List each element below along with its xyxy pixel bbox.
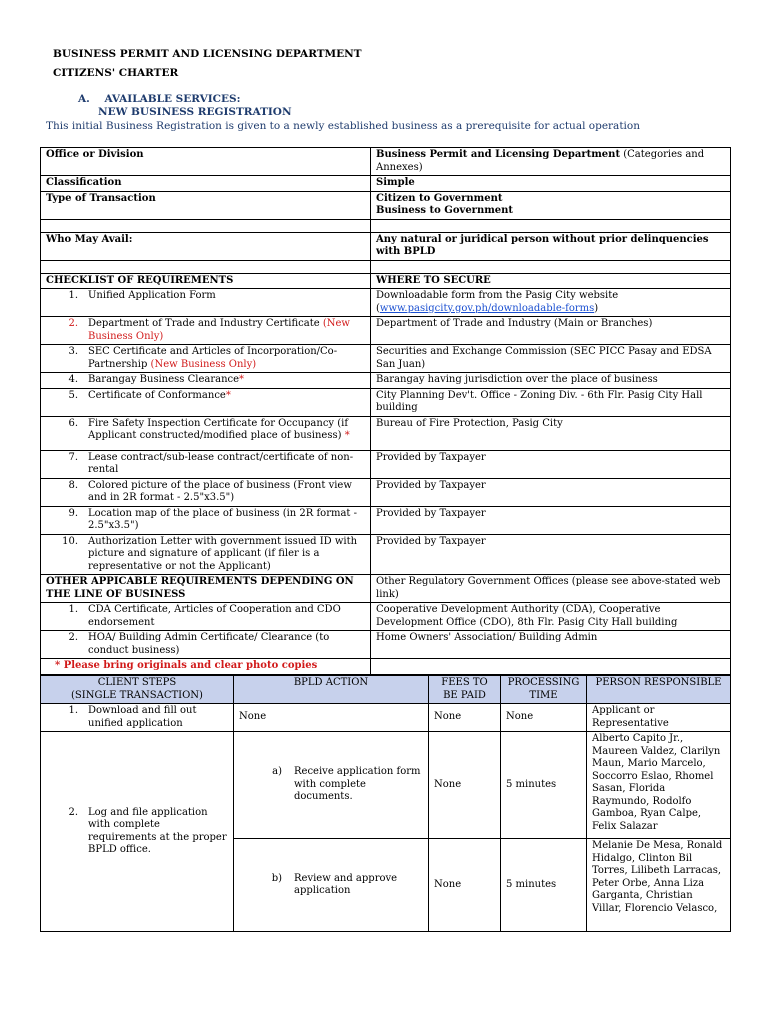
table-row bbox=[41, 148, 731, 176]
requirement-text: Certificate of Conformance* bbox=[88, 389, 231, 401]
client-steps-table bbox=[40, 675, 731, 932]
table-row: 1. CDA Certificate, Articles of Cooperation and CDO endorsement Cooperative Development Authority (CDA), Cooperative Development Office (CDO), 8th Flr. Pasig City Hall building bbox=[41, 603, 731, 631]
where-text: Provided by Taxpayer bbox=[371, 450, 731, 478]
where-text: Bureau of Fire Protection, Pasig City bbox=[371, 416, 731, 450]
step-fees: None bbox=[429, 704, 501, 732]
where-text: Home Owners' Association/ Building Admin bbox=[371, 631, 731, 659]
where-text: Barangay having jurisdiction over the place of business bbox=[371, 373, 731, 389]
classification-label: Classification bbox=[41, 176, 371, 192]
table-row: 8. Colored picture of the place of business (Front view and in 2R format - 2.5"x3.5") Provided by Taxpayer bbox=[41, 478, 731, 506]
downloadable-forms-link[interactable]: www.pasigcity.gov.ph/downloadable-forms bbox=[379, 302, 595, 314]
table-row bbox=[41, 232, 731, 260]
bpld-action-header: BPLD ACTION bbox=[234, 676, 429, 704]
table-row-empty bbox=[41, 260, 731, 273]
step-fees: None bbox=[429, 732, 501, 839]
step-text: Log and file application with complete requirements at the proper BPLD office. bbox=[88, 806, 227, 855]
footnote-text: * Please bring originals and clear photo copies bbox=[41, 659, 371, 675]
requirement-text: Location map of the place of business (in 2R format - 2.5"x3.5") bbox=[88, 507, 358, 531]
table-row: 2. HOA/ Building Admin Certificate/ Clearance (to conduct business) Home Owners' Association/ Building Admin bbox=[41, 631, 731, 659]
table-row: 2. Department of Trade and Industry Certificate (New Business Only) Department of Trade and Industry (Main or Branches) bbox=[41, 317, 731, 345]
requirement-text: SEC Certificate and Articles of Incorporation/Co-Partnership (New Business Only) bbox=[88, 346, 338, 370]
other-requirements-heading: OTHER APPICABLE REQUIREMENTS DEPENDING ON THE LINE OF BUSINESS bbox=[41, 575, 371, 603]
table-row: 9. Location map of the place of business (in 2R format - 2.5"x3.5") Provided by Taxpayer bbox=[41, 506, 731, 534]
where-text: Provided by Taxpayer bbox=[371, 478, 731, 506]
checklist-heading: CHECKLIST OF REQUIREMENTS bbox=[41, 273, 371, 289]
fees-header: FEES TO BE PAID bbox=[429, 676, 501, 704]
processing-time-header: PROCESSING TIME bbox=[501, 676, 587, 704]
table-row bbox=[41, 575, 731, 603]
client-steps-header: CLIENT STEPS (SINGLE TRANSACTION) bbox=[41, 676, 234, 704]
step-fees: None bbox=[429, 839, 501, 932]
table-row: 3. SEC Certificate and Articles of Incorporation/Co-Partnership (New Business Only) Securities and Exchange Commission (SEC PICC Pasay and EDSA San Juan) bbox=[41, 345, 731, 373]
requirement-text: Fire Safety Inspection Certificate for Occupancy (if Applicant constructed/modified place of business) * bbox=[88, 417, 350, 441]
step-person: Melanie De Mesa, Ronald Hidalgo, Clinton Bil Torres, Lilibeth Larracas, Peter Orbe, Anna Liza Garganta, Christian Villar, Florencio Velasco, bbox=[587, 839, 731, 932]
table-row bbox=[41, 191, 731, 219]
table-row: b) Review and approve application None 5 minutes Melanie De Mesa, Ronald Hidalgo, Clinton Bil Torres, Lilibeth Larracas, Peter Orbe, Anna Liza Garganta, Christian Villar, Florencio Velasco, bbox=[41, 839, 731, 932]
section-heading: A. AVAILABLE SERVICES: bbox=[78, 93, 241, 105]
requirements-table bbox=[40, 147, 731, 675]
where-text: Department of Trade and Industry (Main or Branches) bbox=[371, 317, 731, 345]
department-title: BUSINESS PERMIT AND LICENSING DEPARTMENT bbox=[53, 48, 362, 60]
office-label: Office or Division bbox=[41, 148, 371, 176]
requirement-text: Department of Trade and Industry Certificate (New Business Only) bbox=[88, 318, 350, 342]
where-text: Provided by Taxpayer bbox=[371, 534, 731, 575]
table-row: 4. Barangay Business Clearance* Barangay having jurisdiction over the place of business bbox=[41, 373, 731, 389]
avail-label: Who May Avail: bbox=[41, 232, 371, 260]
transaction-value: Citizen to Government Business to Government bbox=[371, 191, 731, 219]
table-row: 7. Lease contract/sub-lease contract/certificate of non-rental Provided by Taxpayer bbox=[41, 450, 731, 478]
step-time: 5 minutes bbox=[501, 732, 587, 839]
table-row: 5. Certificate of Conformance* City Planning Dev't. Office - Zoning Div. - 6th Flr. Pasig City Hall building bbox=[41, 388, 731, 416]
where-text: Cooperative Development Authority (CDA), Cooperative Development Office (CDO), 8th Flr. Pasig City Hall building bbox=[371, 603, 731, 631]
requirement-text: HOA/ Building Admin Certificate/ Clearance (to conduct business) bbox=[88, 632, 330, 656]
requirement-text: CDA Certificate, Articles of Cooperation and CDO endorsement bbox=[88, 604, 341, 628]
service-title: NEW BUSINESS REGISTRATION bbox=[98, 106, 292, 118]
table-row-empty bbox=[41, 219, 731, 232]
table-row: 1. Unified Application Form Downloadable form from the Pasig City website (www.pasigcity.gov.ph/downloadable-forms) bbox=[41, 289, 731, 317]
step-person: Alberto Capito Jr., Maureen Valdez, Clarilyn Maun, Mario Marcelo, Soccorro Eslao, Rhomel Sasan, Florida Raymundo, Rodolfo Gamboa, Ryan Calpe, Felix Salazar bbox=[587, 732, 731, 839]
step-action: None bbox=[234, 704, 429, 732]
other-where-text: Other Regulatory Government Offices (please see above-stated web link) bbox=[371, 575, 731, 603]
table-header-row bbox=[41, 676, 731, 704]
table-row: 2. Log and file application with complete requirements at the proper BPLD office. a) Receive application form with complete documents. None 5 minutes Alberto Capito Jr., Maureen Valdez, Clarilyn Maun, Mario Marcelo, Soccorro Eslao, Rhomel Sasan, Florida Raymundo, Rodolfo Gamboa, Ryan Calpe, Felix Salazar bbox=[41, 732, 731, 839]
step-time: None bbox=[501, 704, 587, 732]
requirement-text: Unified Application Form bbox=[88, 290, 216, 301]
requirement-text: Lease contract/sub-lease contract/certificate of non-rental bbox=[88, 451, 354, 475]
step-action: Receive application form with complete documents. bbox=[294, 766, 421, 803]
table-row: 6. Fire Safety Inspection Certificate for Occupancy (if Applicant constructed/modified place of business) * Bureau of Fire Protection, Pasig City bbox=[41, 416, 731, 450]
office-value: Business Permit and Licensing Department (Categories and Annexes) bbox=[371, 148, 731, 176]
table-row bbox=[41, 659, 731, 675]
where-text: Securities and Exchange Commission (SEC PICC Pasay and EDSA San Juan) bbox=[371, 345, 731, 373]
step-person: Applicant or Representative bbox=[587, 704, 731, 732]
where-text: Downloadable form from the Pasig City website bbox=[376, 290, 619, 301]
table-row bbox=[41, 273, 731, 289]
step-time: 5 minutes bbox=[501, 839, 587, 932]
where-heading: WHERE TO SECURE bbox=[371, 273, 731, 289]
step-text: Download and fill out unified application bbox=[88, 705, 197, 729]
requirement-text: Colored picture of the place of business (Front view and in 2R format - 2.5"x3.5") bbox=[88, 479, 352, 503]
requirement-text: Authorization Letter with government issued ID with picture and signature of applicant (if filer is a representative or not the Applicant) bbox=[88, 535, 358, 572]
avail-value: Any natural or juridical person without prior delinquencies with BPLD bbox=[371, 232, 731, 260]
table-row: 10. Authorization Letter with government issued ID with picture and signature of applicant (if filer is a representative or not the Applicant) Provided by Taxpayer bbox=[41, 534, 731, 575]
table-row: 1. Download and fill out unified application None None None Applicant or Representative bbox=[41, 704, 731, 732]
step-action: Review and approve application bbox=[294, 872, 398, 896]
where-text: City Planning Dev't. Office - Zoning Div. - 6th Flr. Pasig City Hall building bbox=[371, 388, 731, 416]
classification-value: Simple bbox=[371, 176, 731, 192]
charter-title: CITIZENS' CHARTER bbox=[53, 67, 179, 79]
intro-text: This initial Business Registration is given to a newly established business as a prerequisite for actual operation bbox=[46, 120, 640, 132]
transaction-label: Type of Transaction bbox=[41, 191, 371, 219]
person-responsible-header: PERSON RESPONSIBLE bbox=[587, 676, 731, 704]
where-text: Provided by Taxpayer bbox=[371, 506, 731, 534]
table-row bbox=[41, 176, 731, 192]
requirement-text: Barangay Business Clearance* bbox=[88, 374, 245, 385]
